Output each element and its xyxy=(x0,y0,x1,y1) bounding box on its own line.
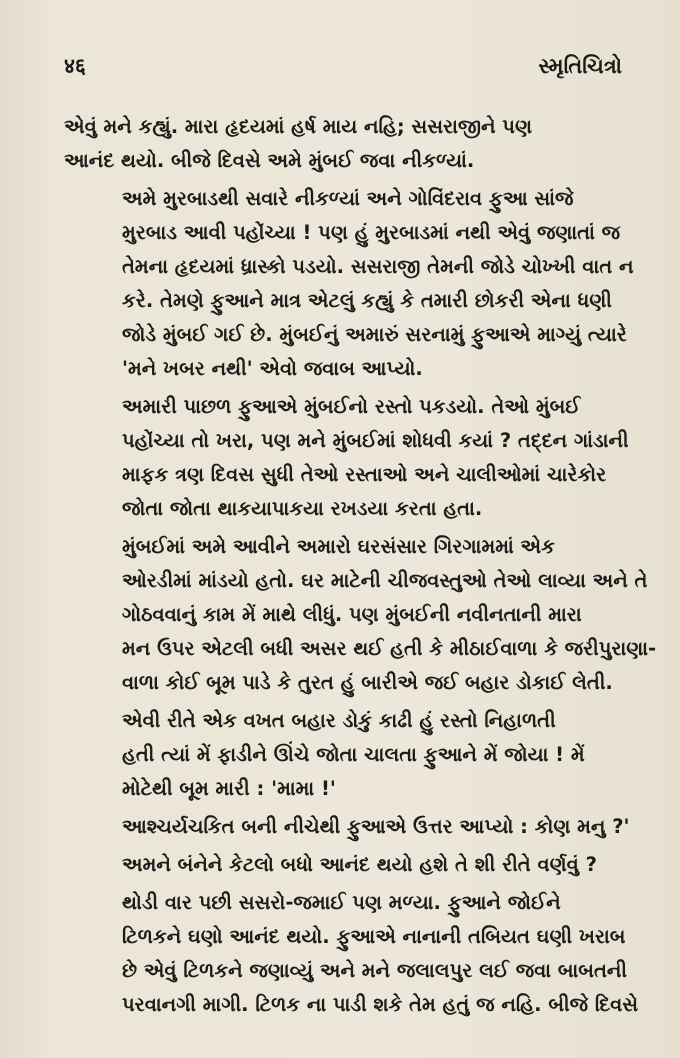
paragraph xyxy=(64,182,634,386)
text-line: અમને બંનેને કેટલો બધો આનંદ થયો હશે તે શી રીતે વર્ણવું ? xyxy=(122,853,597,876)
paragraph xyxy=(64,110,622,178)
text-line: આશ્ચર્યચકિત બની નીચેથી ફુઆએ ઉત્તર આપ્યો : કોણ મનુ ?' xyxy=(122,815,630,838)
text-line: થોડી વાર પછી સસરો-જમાઈ પણ મળ્યા. ફુઆને જોઈને xyxy=(122,891,561,914)
page-number: ४६ xyxy=(64,54,86,78)
text-line: પહોંચ્યા તો ખરા, પણ મને મુંબઈમાં શોધવી કયાં ? તદ્દન ગાંડાની xyxy=(122,429,629,452)
paragraph xyxy=(64,704,622,806)
text-line: મુંબઈમાં અમે આવીને અમારો ઘરસંસાર ગિરગામમાં એક xyxy=(122,535,555,558)
text-line: વાળા કોઈ બૂમ પાડે કે તુરત હું બારીએ જઈ બહાર ડોકાઈ લેતી. xyxy=(122,671,613,694)
running-title: સ્મૃતિચિત્રો xyxy=(538,54,622,78)
text-line: ગોઠવવાનું કામ મેં માથે લીધું. પણ મુંબઈની નવીનતાની મારા xyxy=(122,603,582,626)
text-line: એવું મને કહ્યું. મારા હૃદયમાં હર્ષ માય નહિ; સસરાજીને પણ xyxy=(64,115,532,138)
paragraph xyxy=(64,810,630,844)
text-line: પરવાનગી માગી. ટિળક ના પાડી શકે તેમ હતું જ નહિ. બીજે દિવસે xyxy=(122,993,639,1016)
page-header xyxy=(64,52,622,80)
text-line: મોટેથી બૂમ મારી : 'મામા !' xyxy=(122,777,336,800)
text-line: તેમના હૃદયમાં ધ્રાસ્કો પડયો. સસરાજી તેમની જોડે ચોખ્ખી વાત ન xyxy=(122,255,634,278)
text-line: અમારી પાછળ ફુઆએ મુંબઈનો રસ્તો પકડયો. તેઓ મુંબઈ xyxy=(122,395,581,418)
page-body xyxy=(64,110,657,1026)
text-line: 'મને ખબર નથી' એવો જવાબ આપ્યો. xyxy=(122,357,423,380)
text-line: મુરબાડ આવી પહોંચ્યા ! પણ હું મુરબાડમાં નથી એવું જણાતાં જ xyxy=(122,221,621,244)
text-line: છે એવું ટિળકને જણાવ્યું અને મને જલાલપુર લઈ જવા બાબતની xyxy=(122,959,627,982)
paragraph xyxy=(64,886,639,1022)
paragraph xyxy=(64,390,629,526)
paragraph xyxy=(64,848,622,882)
text-line: કરે. તેમણે ફુઆને માત્ર એટલું કહ્યું કે તમારી છોકરી એના ધણી xyxy=(122,289,612,312)
text-line: ટિળકને ઘણો આનંદ થયો. ફુઆએ નાનાની તબિયત ઘણી ખરાબ xyxy=(122,925,626,948)
text-line: ઓરડીમાં માંડયો હતો. ઘર માટેની ચીજવસ્તુઓ તેઓ લાવ્યા અને તે xyxy=(122,569,648,592)
text-line: માફક ત્રણ દિવસ સુધી તેઓ રસ્તાઓ અને ચાલીઓમાં ચારેકોર xyxy=(122,463,607,486)
paragraph xyxy=(64,530,657,700)
text-line: જોતા જોતા થાકયાપાકયા રખડયા કરતા હતા. xyxy=(122,497,483,520)
text-line: હતી ત્યાં મેં ફાડીને ઊંચે જોતા ચાલતા ફુઆને મેં જોયા ! મેં xyxy=(122,743,585,766)
text-line: જોડે મુંબઈ ગઈ છે. મુંબઈનું અમારું સરનામું ફુઆએ માગ્યું ત્યારે xyxy=(122,323,627,346)
text-line: અમે મુરબાડથી સવારે નીકળ્યાં અને ગોવિંદરાવ ફુઆ સાંજે xyxy=(122,187,574,210)
text-line: મન ઉપર એટલી બધી અસર થઈ હતી કે મીઠાઈવાળા કે જરીપુરાણા- xyxy=(122,637,657,660)
text-line: એવી રીતે એક વખત બહાર ડોકું કાઢી હું રસ્તો નિહાળતી xyxy=(122,709,556,732)
text-line: આનંદ થયો. બીજે દિવસે અમે મુંબઈ જવા નીકળ્યાં. xyxy=(64,149,475,172)
